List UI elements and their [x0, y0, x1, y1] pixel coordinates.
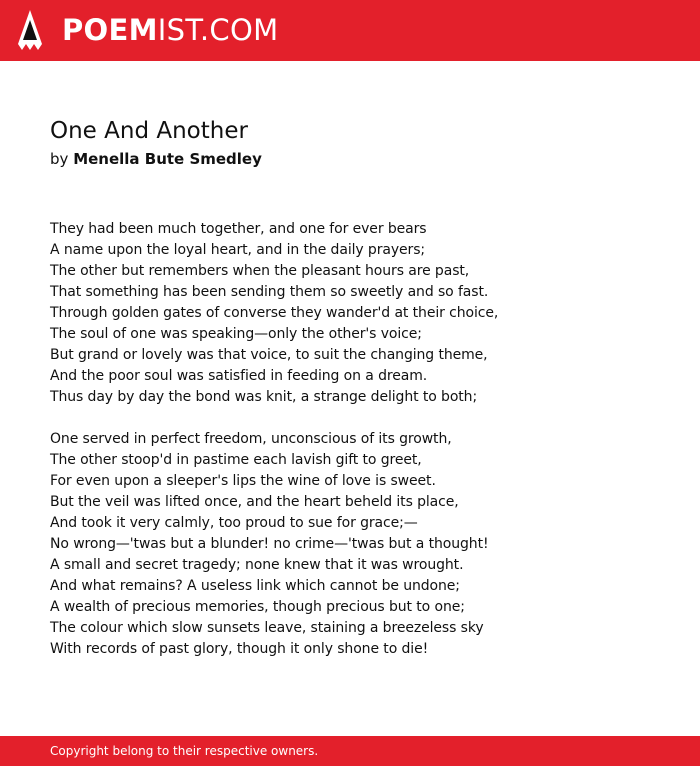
- poem-body: [50, 219, 670, 681]
- poem-line: A name upon the loyal heart, and in the daily prayers;: [50, 242, 426, 258]
- poem-line: A small and secret tragedy; none knew that it was wrought.: [50, 557, 464, 573]
- pencil-icon[interactable]: [18, 10, 42, 50]
- poem-line: The other but remembers when the pleasant hours are past,: [50, 263, 470, 279]
- poem-line: They had been much together, and one for ever bears: [50, 221, 427, 237]
- logo-bold-text: POEM: [62, 13, 158, 47]
- poem-line: But the veil was lifted once, and the heart beheld its place,: [50, 494, 459, 510]
- poem-line: One served in perfect freedom, unconscious of its growth,: [50, 431, 452, 447]
- poem-line: No wrong—'twas but a blunder! no crime—'twas but a thought!: [50, 536, 489, 552]
- poem-line: A wealth of precious memories, though precious but to one;: [50, 599, 465, 615]
- copyright-text: Copyright belong to their respective owners.: [50, 744, 319, 758]
- stanza: [50, 219, 670, 408]
- stanza: [50, 429, 670, 660]
- author-name: Menella Bute Smedley: [73, 150, 262, 168]
- poem-line: But grand or lovely was that voice, to suit the changing theme,: [50, 347, 488, 363]
- poem-line: And took it very calmly, too proud to sue for grace;—: [50, 515, 418, 531]
- poem-line: Through golden gates of converse they wander'd at their choice,: [50, 305, 499, 321]
- by-label: by: [50, 150, 69, 168]
- byline: [50, 149, 262, 169]
- poem-line: The soul of one was speaking—only the other's voice;: [50, 326, 422, 342]
- poem-line: The other stoop'd in pastime each lavish gift to greet,: [50, 452, 422, 468]
- poem-line: And what remains? A useless link which cannot be undone;: [50, 578, 460, 594]
- poem-line: For even upon a sleeper's lips the wine of love is sweet.: [50, 473, 436, 489]
- poem-line: Thus day by day the bond was knit, a strange delight to both;: [50, 389, 478, 405]
- poem-line: And the poor soul was satisfied in feeding on a dream.: [50, 368, 428, 384]
- poem-line: With records of past glory, though it only shone to die!: [50, 641, 429, 657]
- poem-line: The colour which slow sunsets leave, staining a breezeless sky: [50, 620, 484, 636]
- poem-line: That something has been sending them so sweetly and so fast.: [50, 284, 489, 300]
- site-footer: [0, 736, 700, 766]
- site-header: [0, 0, 700, 61]
- poem-title: One And Another: [50, 118, 248, 144]
- site-logo[interactable]: [62, 12, 278, 48]
- logo-light-text: IST.COM: [157, 13, 279, 47]
